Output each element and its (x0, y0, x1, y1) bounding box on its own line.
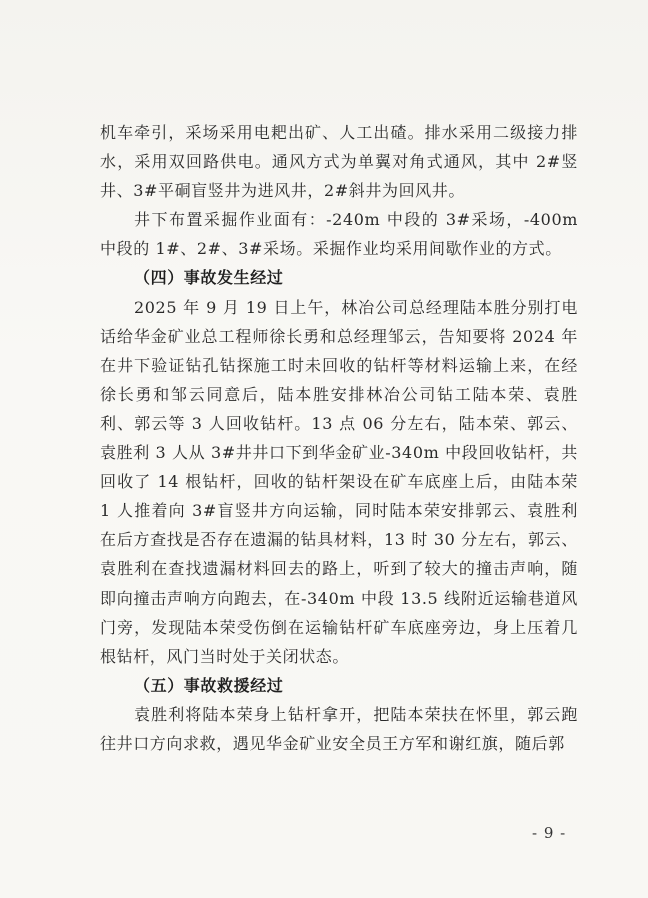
paragraph-continuation: 机车牵引，采场采用电耙出矿、人工出碴。排水采用二级接力排水，采用双回路供电。通风方式为单翼对角式通风，其中 2#竖井、3#平硐盲竖井为进风井，2#斜井为回风井。 (100, 123, 578, 201)
paragraph-accident-process: 2025 年 9 月 19 日上午，林冶公司总经理陆本胜分别打电话给华金矿业总工程师徐长勇和总经理邹云，告知要将 2024 年在井下验证钻孔钻探施工时未回收的钻杆等材料运输上来，在经徐长勇和邹云同意后，陆本胜安排林冶公司钻工陆本荣、袁胜利、郭云等 3 人回收钻杆。13 点 06 分左右，陆本荣、郭云、袁胜利 3 人从 3#井井口下到华金矿业-340m 中段回收钻杆，共回收了 14 根钻杆，回收的钻杆架设在矿车底座上后，由陆本荣 1 人推着向 3#盲竖井方向运输，同时陆本荣安排郭云、袁胜利在后方查找是否存在遗漏的钻具材料，13 时 30 分左右，郭云、袁胜利在查找遗漏材料回去的路上，听到了较大的撞击声响，随即向撞击声响方向跑去，在-340m 中段 13.5 线附近运输巷道风门旁，发现陆本荣受伤倒在运输钻杆矿车底座旁边，身上压着几根钻杆，风门当时处于关闭状态。 (100, 297, 578, 666)
paragraph-workfaces: 井下布置采掘作业面有：-240m 中段的 3#采场，-400m 中段的 1#、2#、3#采场。采掘作业均采用间歇作业的方式。 (100, 210, 578, 259)
section-heading-accident-process: （四）事故发生经过 (134, 268, 284, 288)
section-heading-rescue-process: （五）事故救援经过 (134, 675, 284, 695)
page-number: - 9 - (532, 824, 567, 842)
document-body (100, 118, 578, 758)
paragraph-rescue-process: 袁胜利将陆本荣身上钻杆拿开，把陆本荣扶在怀里，郭云跑往井口方向求救，遇见华金矿业安全员王方军和谢红旗，随后郭 (100, 704, 578, 753)
